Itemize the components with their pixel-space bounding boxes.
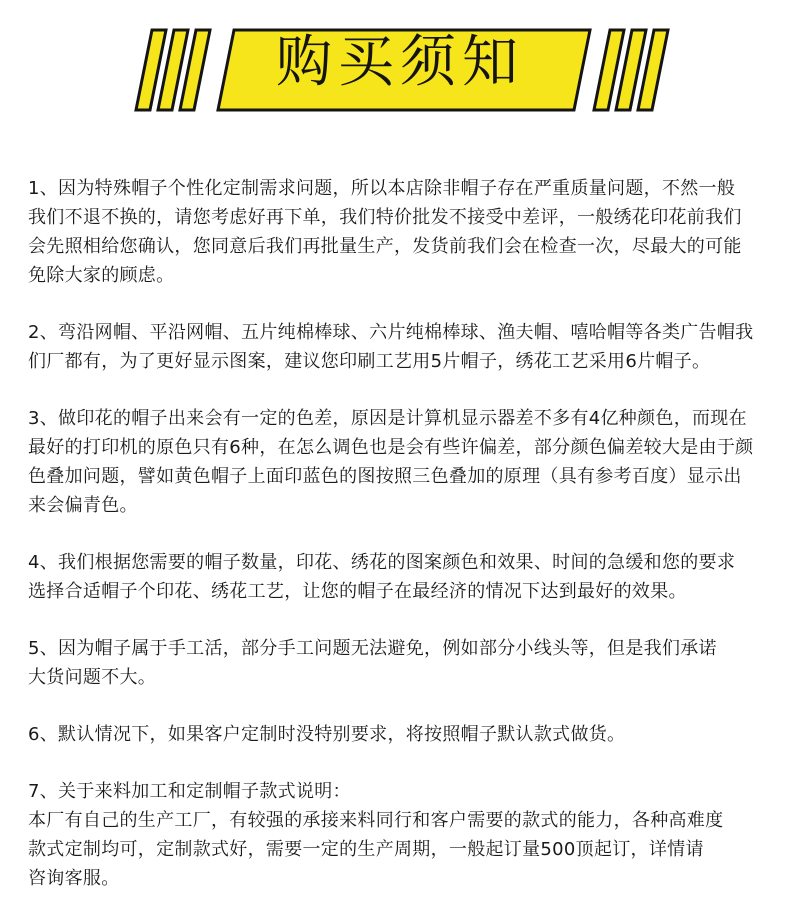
notice-line: 5、因为帽子属于手工活，部分手工问题无法避免，例如部分小线头等，但是我们承诺 [28, 638, 717, 659]
notice-line: 1、因为特殊帽子个性化定制需求问题，所以本店除非帽子存在严重质量问题，不然一般 [28, 178, 736, 199]
notice-item-5 [28, 634, 794, 692]
notice-item-2 [28, 318, 794, 376]
notice-line: 选择合适帽子个印花、绣花工艺，让您的帽子在最经济的情况下达到最好的效果。 [28, 581, 687, 602]
notice-body [28, 174, 794, 921]
notice-line: 4、我们根据您需要的帽子数量，印花、绣花的图案颜色和效果、时间的急缓和您的要求 [28, 552, 736, 573]
notice-line: 2、弯沿网帽、平沿网帽、五片纯棉棒球、六片纯棉棒球、渔夫帽、嘻哈帽等各类广告帽我 [28, 322, 754, 343]
notice-line: 3、做印花的帽子出来会有一定的色差，原因是计算机显示器差不多有4亿种颜色，而现在 [28, 408, 747, 429]
notice-item-3 [28, 404, 794, 520]
notice-line: 6、默认情况下，如果客户定制时没特别要求，将按照帽子默认款式做货。 [28, 724, 626, 745]
notice-line: 最好的打印机的原色只有6种，在怎么调色也是会有些许偏差，部分颜色偏差较大是由于颜 [28, 437, 754, 458]
notice-item-1 [28, 174, 794, 290]
notice-line: 免除大家的顾虑。 [28, 265, 175, 286]
notice-item-7 [28, 777, 794, 893]
notice-line: 们厂都有，为了更好显示图案，建议您印刷工艺用5片帽子，绣花工艺采用6片帽子。 [28, 351, 711, 372]
title-banner [0, 0, 800, 145]
notice-line: 来会偏青色。 [28, 495, 138, 516]
notice-line: 咨询客服。 [28, 868, 120, 889]
notice-line: 7、关于来料加工和定制帽子款式说明： [28, 781, 351, 802]
notice-line: 本厂有自己的生产工厂，有较强的承接来料同行和客户需要的款式的能力，各种高难度 [28, 810, 724, 831]
notice-line: 款式定制均可，定制款式好，需要一定的生产周期，一般起订量500顶起订，详情请 [28, 839, 704, 860]
notice-line: 大货问题不大。 [28, 667, 157, 688]
notice-line: 会先照相给您确认，您同意后我们再批量生产，发货前我们会在检查一次，尽最大的可能 [28, 236, 742, 257]
notice-item-4 [28, 548, 794, 606]
notice-line: 我们不退不换的，请您考虑好再下单，我们特价批发不接受中差评，一般绣花印花前我们 [28, 207, 742, 228]
notice-line: 色叠加问题，譬如黄色帽子上面印蓝色的图按照三色叠加的原理（具有参考百度）显示出 [28, 466, 742, 487]
page-title: 购买须知 [276, 30, 524, 95]
notice-item-6 [28, 720, 794, 749]
